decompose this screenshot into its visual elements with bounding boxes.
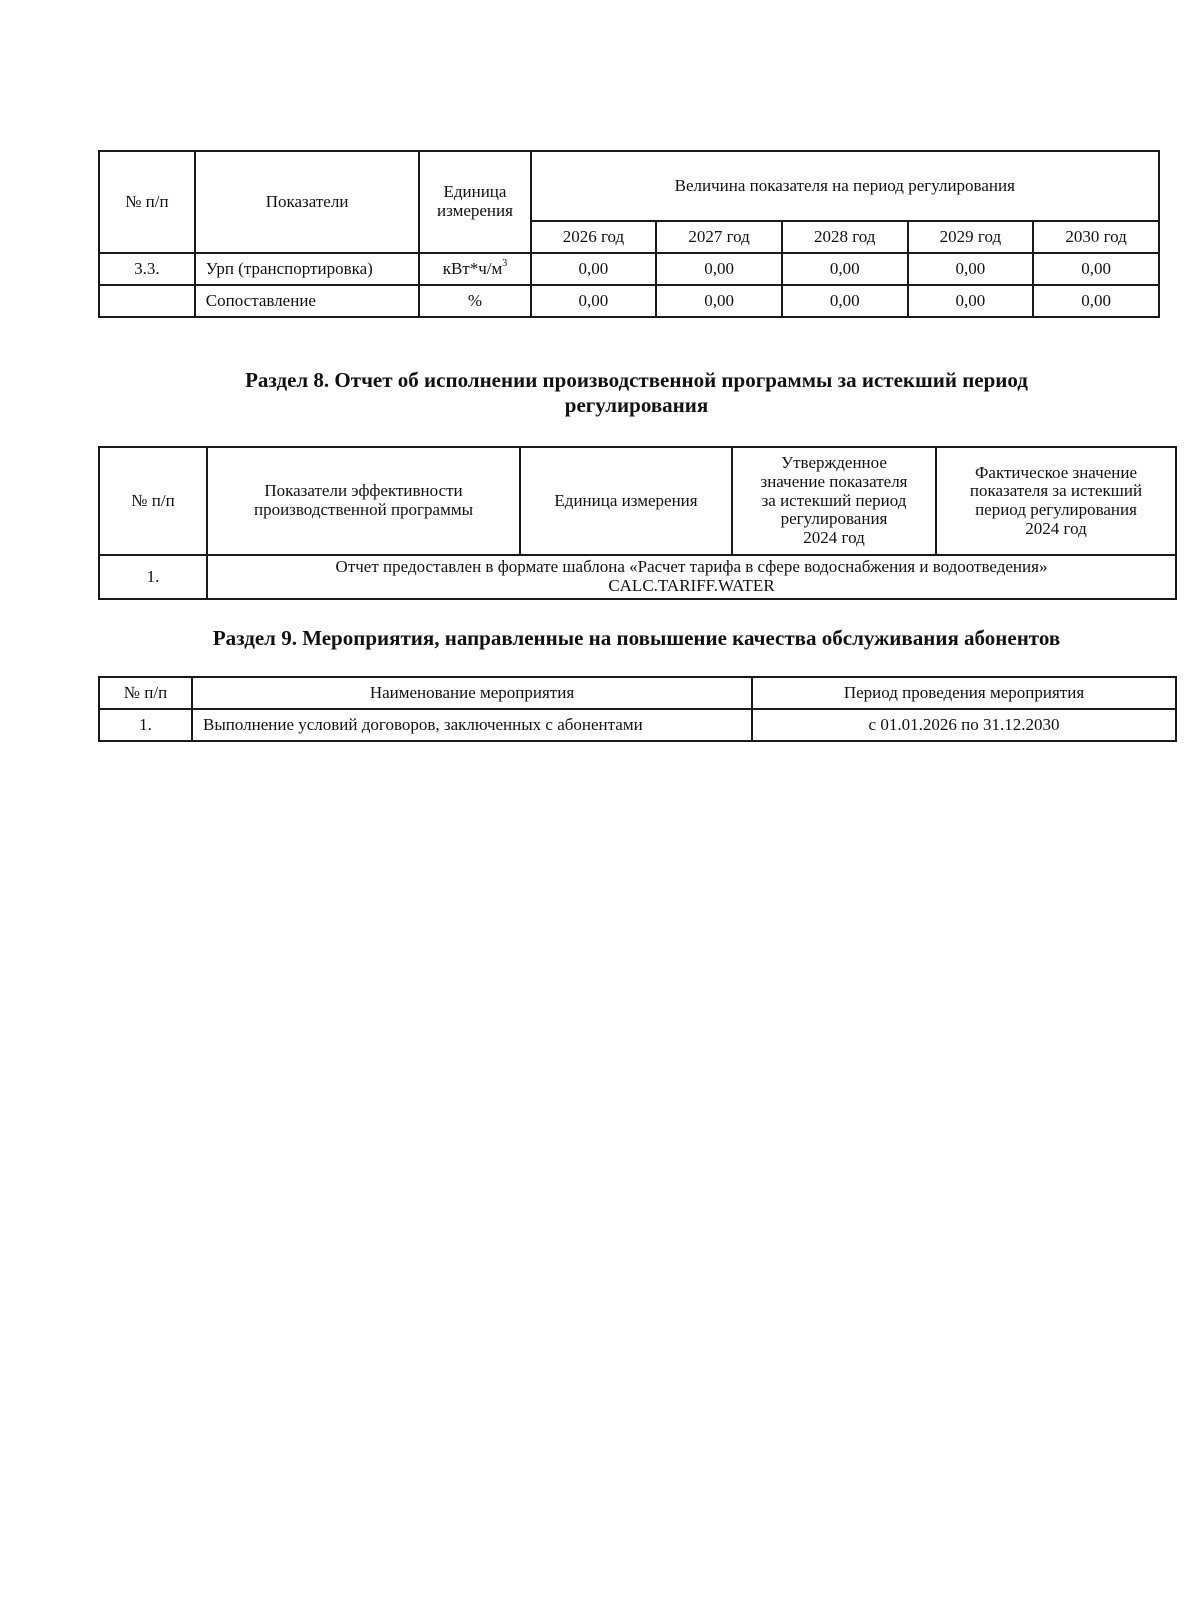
- row-value: 0,00: [908, 253, 1034, 285]
- table-row: [99, 709, 1176, 741]
- section9-title: Раздел 9. Мероприятия, направленные на повышение качества обслуживания абонентов: [212, 626, 1061, 650]
- row-unit: $кВт*ч/м^3$: [419, 253, 530, 285]
- row-value: 0,00: [1033, 253, 1159, 285]
- row-text: Отчет предоставлен в формате шаблона «Расчет тарифа в сфере водоснабжения и водоотведения» CALC.TARIFF.WATER: [207, 555, 1176, 599]
- row-unit: %: [419, 285, 530, 317]
- row-value: 0,00: [656, 253, 782, 285]
- header-approved: Утвержденное значение показателя за истекший период регулирования 2024 год: [732, 447, 936, 555]
- header-year: 2026 год: [531, 221, 657, 253]
- row-value: 0,00: [656, 285, 782, 317]
- header-name: Наименование мероприятия: [192, 677, 752, 709]
- section8-title: Раздел 8. Отчет об исполнении производственной программы за истекший период регулирования: [245, 368, 1028, 418]
- header-period: Величина показателя на период регулирования: [531, 151, 1159, 221]
- row-num: 1.: [99, 555, 207, 599]
- table-row: [99, 253, 1159, 285]
- row-num: 3.3.: [99, 253, 195, 285]
- row-name: Выполнение условий договоров, заключенных с абонентами: [192, 709, 752, 741]
- row-value: 0,00: [782, 253, 908, 285]
- indicators-table: [98, 150, 1160, 318]
- header-period: Период проведения мероприятия: [752, 677, 1176, 709]
- row-value: 0,00: [531, 285, 657, 317]
- header-year: 2028 год: [782, 221, 908, 253]
- table-row: [99, 555, 1176, 599]
- header-unit: Единица измерения: [419, 151, 530, 253]
- row-value: 0,00: [531, 253, 657, 285]
- table-row: [99, 285, 1159, 317]
- header-year: 2029 год: [908, 221, 1034, 253]
- row-num: [99, 285, 195, 317]
- header-year: 2030 год: [1033, 221, 1159, 253]
- row-num: 1.: [99, 709, 192, 741]
- section8-table: [98, 446, 1177, 600]
- section9-table: [98, 676, 1177, 742]
- header-indicators: Показатели: [195, 151, 420, 253]
- row-value: 0,00: [782, 285, 908, 317]
- header-unit: Единица измерения: [520, 447, 732, 555]
- row-name: Урп (транспортировка): [195, 253, 420, 285]
- row-value: 0,00: [1033, 285, 1159, 317]
- header-indicators: Показатели эффективности производственной программы: [207, 447, 520, 555]
- header-actual: Фактическое значение показателя за истекший период регулирования 2024 год: [936, 447, 1176, 555]
- header-num: № п/п: [99, 447, 207, 555]
- header-num: № п/п: [99, 151, 195, 253]
- row-name: Сопоставление: [195, 285, 420, 317]
- row-period: с 01.01.2026 по 31.12.2030: [752, 709, 1176, 741]
- header-year: 2027 год: [656, 221, 782, 253]
- header-num: № п/п: [99, 677, 192, 709]
- row-value: 0,00: [908, 285, 1034, 317]
